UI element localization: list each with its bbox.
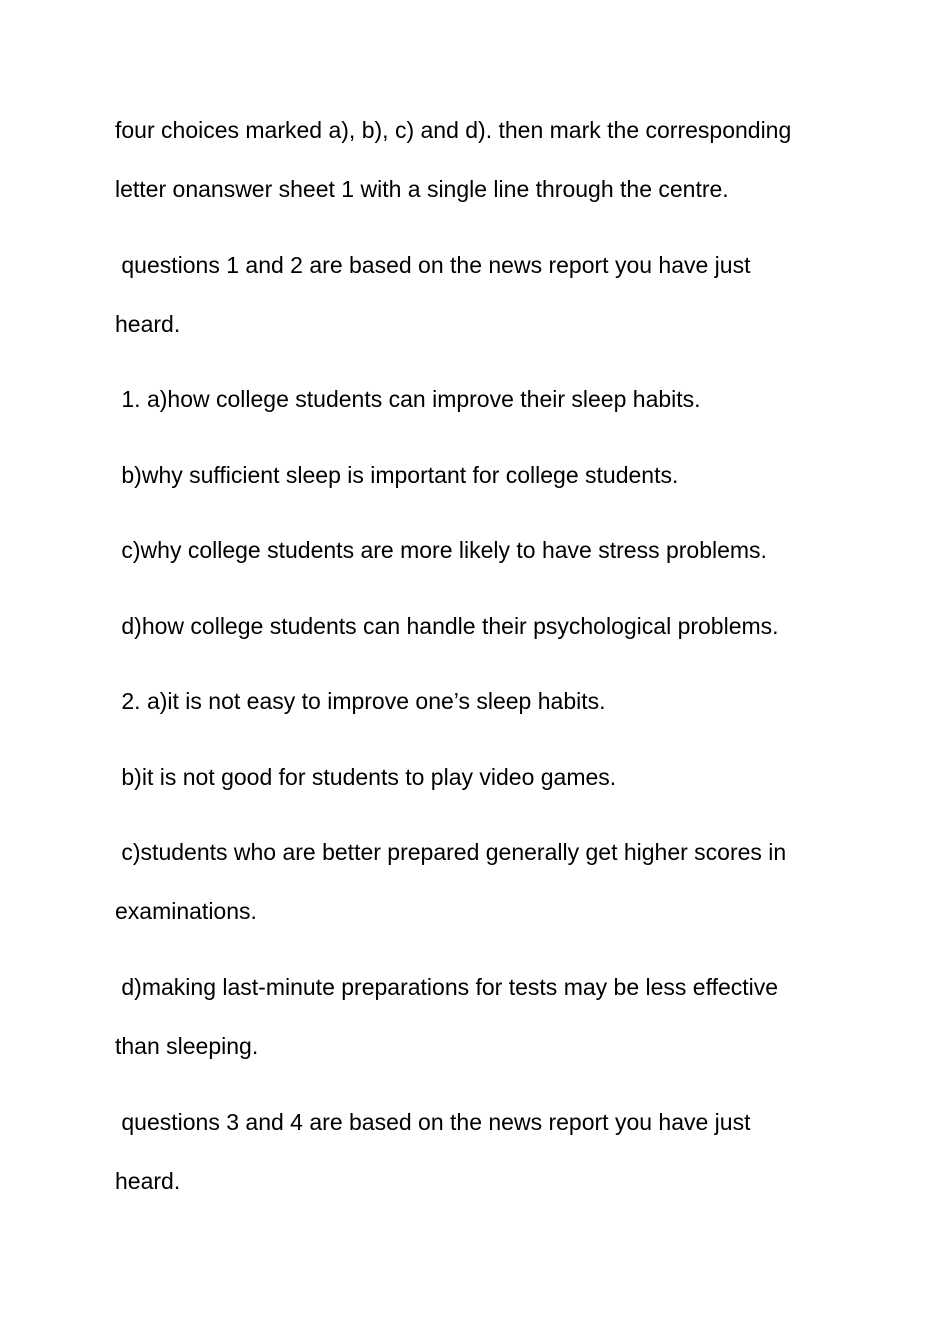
question-2-option-d: d)making last-minute preparations for tests may be less effective — [115, 974, 779, 1000]
section-heading-q1-q2: questions 1 and 2 are based on the news report you have just — [115, 252, 751, 278]
question-2-option-c-cont: examinations. — [115, 898, 257, 924]
question-1-option-c: c)why college students are more likely to have stress problems. — [115, 537, 767, 563]
section-heading-q3-q4-cont: heard. — [115, 1168, 181, 1194]
question-2-option-d-cont: than sleeping. — [115, 1033, 259, 1059]
question-2-option-a: 2. a)it is not easy to improve one’s sleep habits. — [115, 688, 606, 714]
instruction-line-2: letter onanswer sheet 1 with a single line through the centre. — [115, 176, 729, 202]
question-1-option-b: b)why sufficient sleep is important for college students. — [115, 462, 679, 488]
section-heading-q1-q2-cont: heard. — [115, 311, 181, 337]
question-1-option-d: d)how college students can handle their psychological problems. — [115, 613, 779, 639]
question-1-option-a: 1. a)how college students can improve their sleep habits. — [115, 386, 701, 412]
question-2-option-c: c)students who are better prepared generally get higher scores in — [115, 839, 787, 865]
question-2-option-b: b)it is not good for students to play video games. — [115, 764, 617, 790]
section-heading-q3-q4: questions 3 and 4 are based on the news report you have just — [115, 1109, 751, 1135]
instruction-line-1: four choices marked a), b), c) and d). then mark the corresponding — [115, 117, 792, 143]
